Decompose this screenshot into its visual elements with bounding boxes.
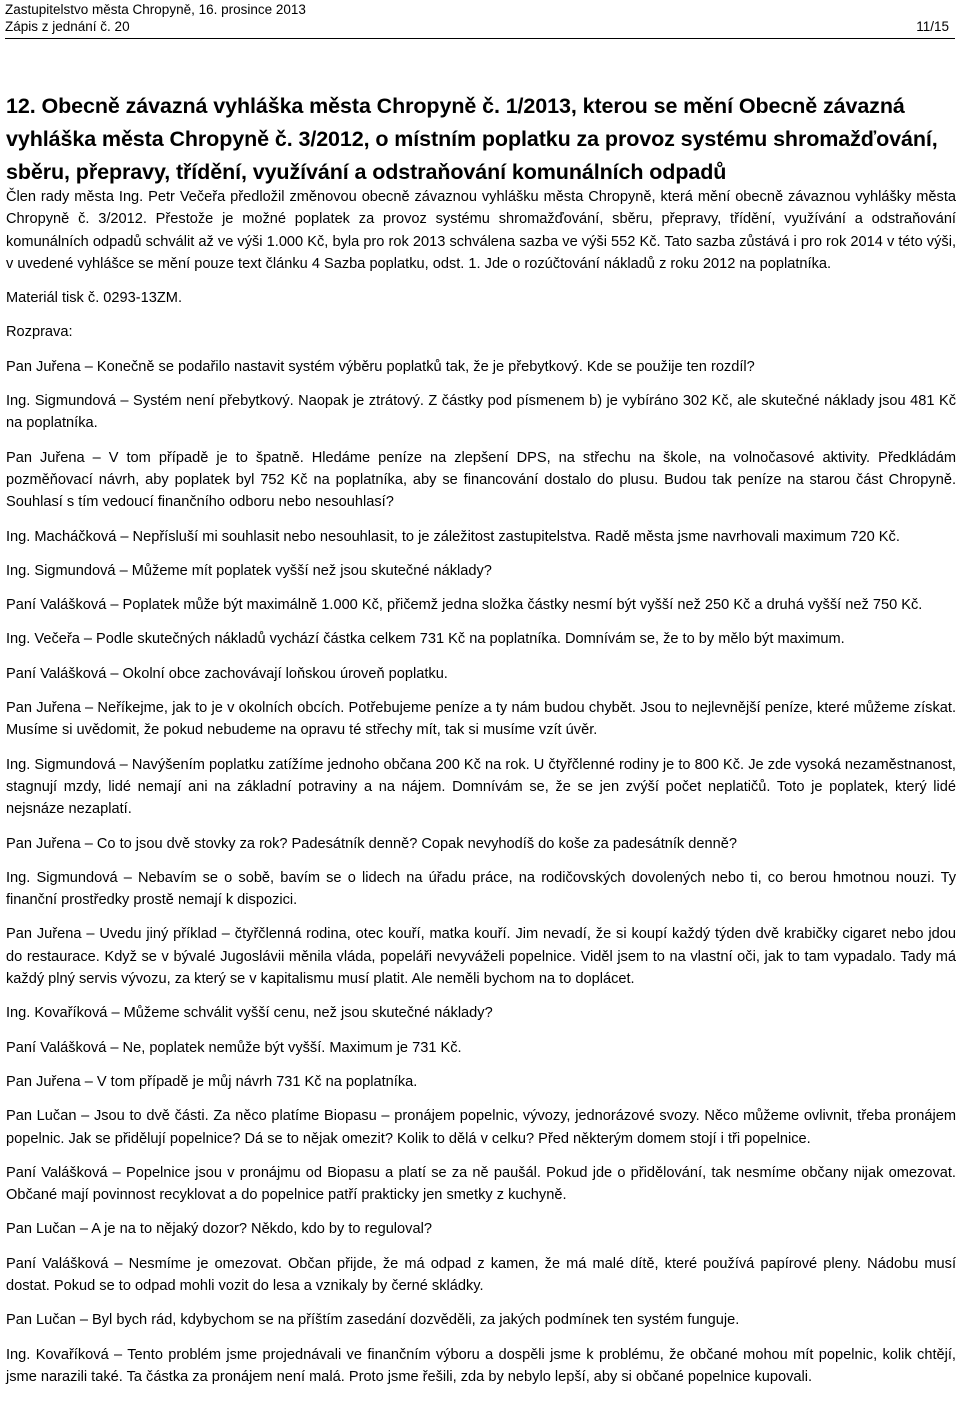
minutes-body bbox=[6, 186, 956, 1400]
paragraph-statement: Pan Juřena – Konečně se podařilo nastavit systém výběru poplatků tak, že je přebytkový. Kde se použije ten rozdíl? bbox=[6, 358, 755, 375]
paragraph-statement: Ing. Kovaříková – Tento problém jsme projednávali ve finančním výboru a dospěli jsme k problému, že občané mohou mít popelnic, kolik chtějí, jsme narazili také. Ta částka za pronájem není malá. Proto jsme řešili, zda by nebylo lepší, aby si občané popelnice kupovali. bbox=[6, 1346, 956, 1385]
paragraph-statement: Ing. Sigmundová – Systém není přebytkový. Naopak je ztrátový. Z částky pod písmenem b) je vybíráno 302 Kč, ale skutečné náklady jsou 481 Kč na poplatníka. bbox=[6, 393, 956, 432]
paragraph-statement: Pan Juřena – Co to jsou dvě stovky za rok? Padesátník denně? Copak nevyhodíš do koše za padesátník denně? bbox=[6, 835, 737, 852]
paragraph-statement: Ing. Večeřa – Podle skutečných nákladů vychází částka celkem 731 Kč na poplatníka. Domnívám se, že to by mělo být maximum. bbox=[6, 631, 845, 648]
section-heading: 12. Obecně závazná vyhláška města Chropyně č. 1/2013, kterou se mění Obecně závazná vyhláška města Chropyně č. 3/2012, o místním poplatku za provoz systému shromažďování, sběru, přepravy, třídění, využívání a odstraňování komunálních odpadů bbox=[6, 94, 938, 184]
header-divider bbox=[5, 38, 955, 39]
paragraph-statement: Ing. Sigmundová – Navýšením poplatku zatížíme jednoho občana 200 Kč na rok. U čtyřčlenné rodiny je to 800 Kč. Je zde vysoká nezaměstnanost, stagnují mzdy, lidé nemají ani na základní potraviny a na nájem. Domnívám se, že se jen zvýší počet neplatičů. Toto je poplatek, který lidé nejsnáze nezaplatí. bbox=[6, 756, 956, 818]
paragraph-discussion-label: Rozprava: bbox=[6, 324, 73, 341]
paragraph-statement: Pan Juřena – V tom případě je můj návrh 731 Kč na poplatníka. bbox=[6, 1073, 418, 1090]
paragraph-statement: Pan Lučan – A je na to nějaký dozor? Někdo, kdo by to reguloval? bbox=[6, 1221, 432, 1238]
paragraph-intro: Člen rady města Ing. Petr Večeřa předložil změnovou obecně závaznou vyhlášku města Chropyně, která mění obecně závaznou vyhlášky města Chropyně č. 3/2012. Přestože je možné poplatek za provoz systému shromažďování, sběru, přepravy, třídění, využívání a odstraňování komunálních odpadů schválit až ve výši 1.000 Kč, byla pro rok 2013 schválena sazba ve výši 552 Kč. Tato sazba zůstává i pro rok 2014 v této výši, v uvedené vyhlášce se mění pouze text článku 4 Sazba poplatku, odst. 1. Jde o rozúčtování nákladů z roku 2012 na poplatníka. bbox=[6, 189, 956, 272]
paragraph-material: Materiál tisk č. 0293-13ZM. bbox=[6, 290, 182, 307]
paragraph-statement: Pan Juřena – Uvedu jiný příklad – čtyřčlenná rodina, otec kouří, matka kouří. Jim nevadí, že si koupí každý týden dvě krabičky cigaret nebo jdou do restaurace. Když se v bývalé Jugoslávii měnila vláda, popeláři nevyváželi popelnice. Viděl jsem to na vlastní oči, jak to tam vypadalo. Tady má každý plný servis vývozu, za který se v kapitalismu musí platit. Ale neměli bychom na to doplácet. bbox=[6, 926, 956, 988]
paragraph-statement: Paní Valášková – Okolní obce zachovávají loňskou úroveň poplatku. bbox=[6, 665, 448, 682]
paragraph-statement: Paní Valášková – Nesmíme je omezovat. Občan přijde, že má odpad z kamen, že má malé dítě, které používá papírové pleny. Nádobu musí dostat. Pokud se to odpad mohli vozit do lesa a vznikaly by černé skládky. bbox=[6, 1255, 956, 1294]
page-number: 11/15 bbox=[916, 19, 949, 34]
paragraph-statement: Pan Juřena – V tom případě je to špatně. Hledáme peníze na zlepšení DPS, na střechu na škole, na volnočasové aktivity. Předkládám pozměňovací návrh, aby poplatek byl 752 Kč na poplatníka, aby se financování dostalo do plusu. Budou tak peníze na starou část Chropyně. Souhlasí s tím vedoucí finančního odboru nebo nesouhlasí? bbox=[6, 449, 956, 511]
paragraph-statement: Ing. Sigmundová – Můžeme mít poplatek vyšší než jsou skutečné náklady? bbox=[6, 562, 492, 579]
paragraph-statement: Ing. Kovaříková – Můžeme schválit vyšší cenu, než jsou skutečné náklady? bbox=[6, 1005, 493, 1022]
paragraph-statement: Paní Valášková – Popelnice jsou v pronájmu od Biopasu a platí se za ně paušál. Pokud jde o přidělování, tak nesmíme občany nijak omezovat. Občané mají povinnost recyklovat a do popelnice patří prakticky jen smetky z kuchyně. bbox=[6, 1164, 956, 1204]
paragraph-statement: Pan Juřena – Neříkejme, jak to je v okolních obcích. Potřebujeme peníze a ty nám budou chybět. Jsou to nejlevnější peníze, které můžeme získat. Musíme si uvědomit, že pokud nebudeme na opravu té střechy mít, tak si musíme vzít úvěr. bbox=[6, 700, 956, 739]
paragraph-statement: Pan Lučan – Jsou to dvě části. Za něco platíme Biopasu – pronájem popelnic, vývozy, jednorázové svozy. Něco můžeme ovlivnit, třeba pronájem popelnic. Jak se přidělují popelnice? Dá se to nějak omezit? Kolik to dělá v celku? Před některým domem stojí i tři popelnice. bbox=[6, 1108, 956, 1147]
paragraph-statement: Paní Valášková – Ne, poplatek nemůže být vyšší. Maximum je 731 Kč. bbox=[6, 1039, 462, 1056]
paragraph-statement: Pan Lučan – Byl bych rád, kdybychom se na příštím zasedání dozvěděli, za jakých podmínek ten systém funguje. bbox=[6, 1312, 740, 1329]
paragraph-statement: Ing. Macháčková – Nepřísluší mi souhlasit nebo nesouhlasit, to je záležitost zastupitelstva. Radě města jsme navrhovali maximum 720 Kč. bbox=[6, 528, 900, 545]
header-minutes-title: Zápis z jednání č. 20 bbox=[5, 19, 130, 34]
paragraph-statement: Paní Valášková – Poplatek může být maximálně 1.000 Kč, přičemž jedna složka částky nesmí být vyšší než 250 Kč a druhá vyšší než 750 Kč. bbox=[6, 597, 923, 614]
page-header bbox=[5, 1, 955, 35]
paragraph-statement: Ing. Sigmundová – Nebavím se o sobě, bavím se o lidech na úřadu práce, na rodičovských dovolených nebo ti, co berou hmotnou nouzi. Ty finanční prostředky prostě nemají k dispozici. bbox=[6, 869, 956, 909]
header-meeting-title: Zastupitelstvo města Chropyně, 16. prosince 2013 bbox=[5, 2, 306, 17]
